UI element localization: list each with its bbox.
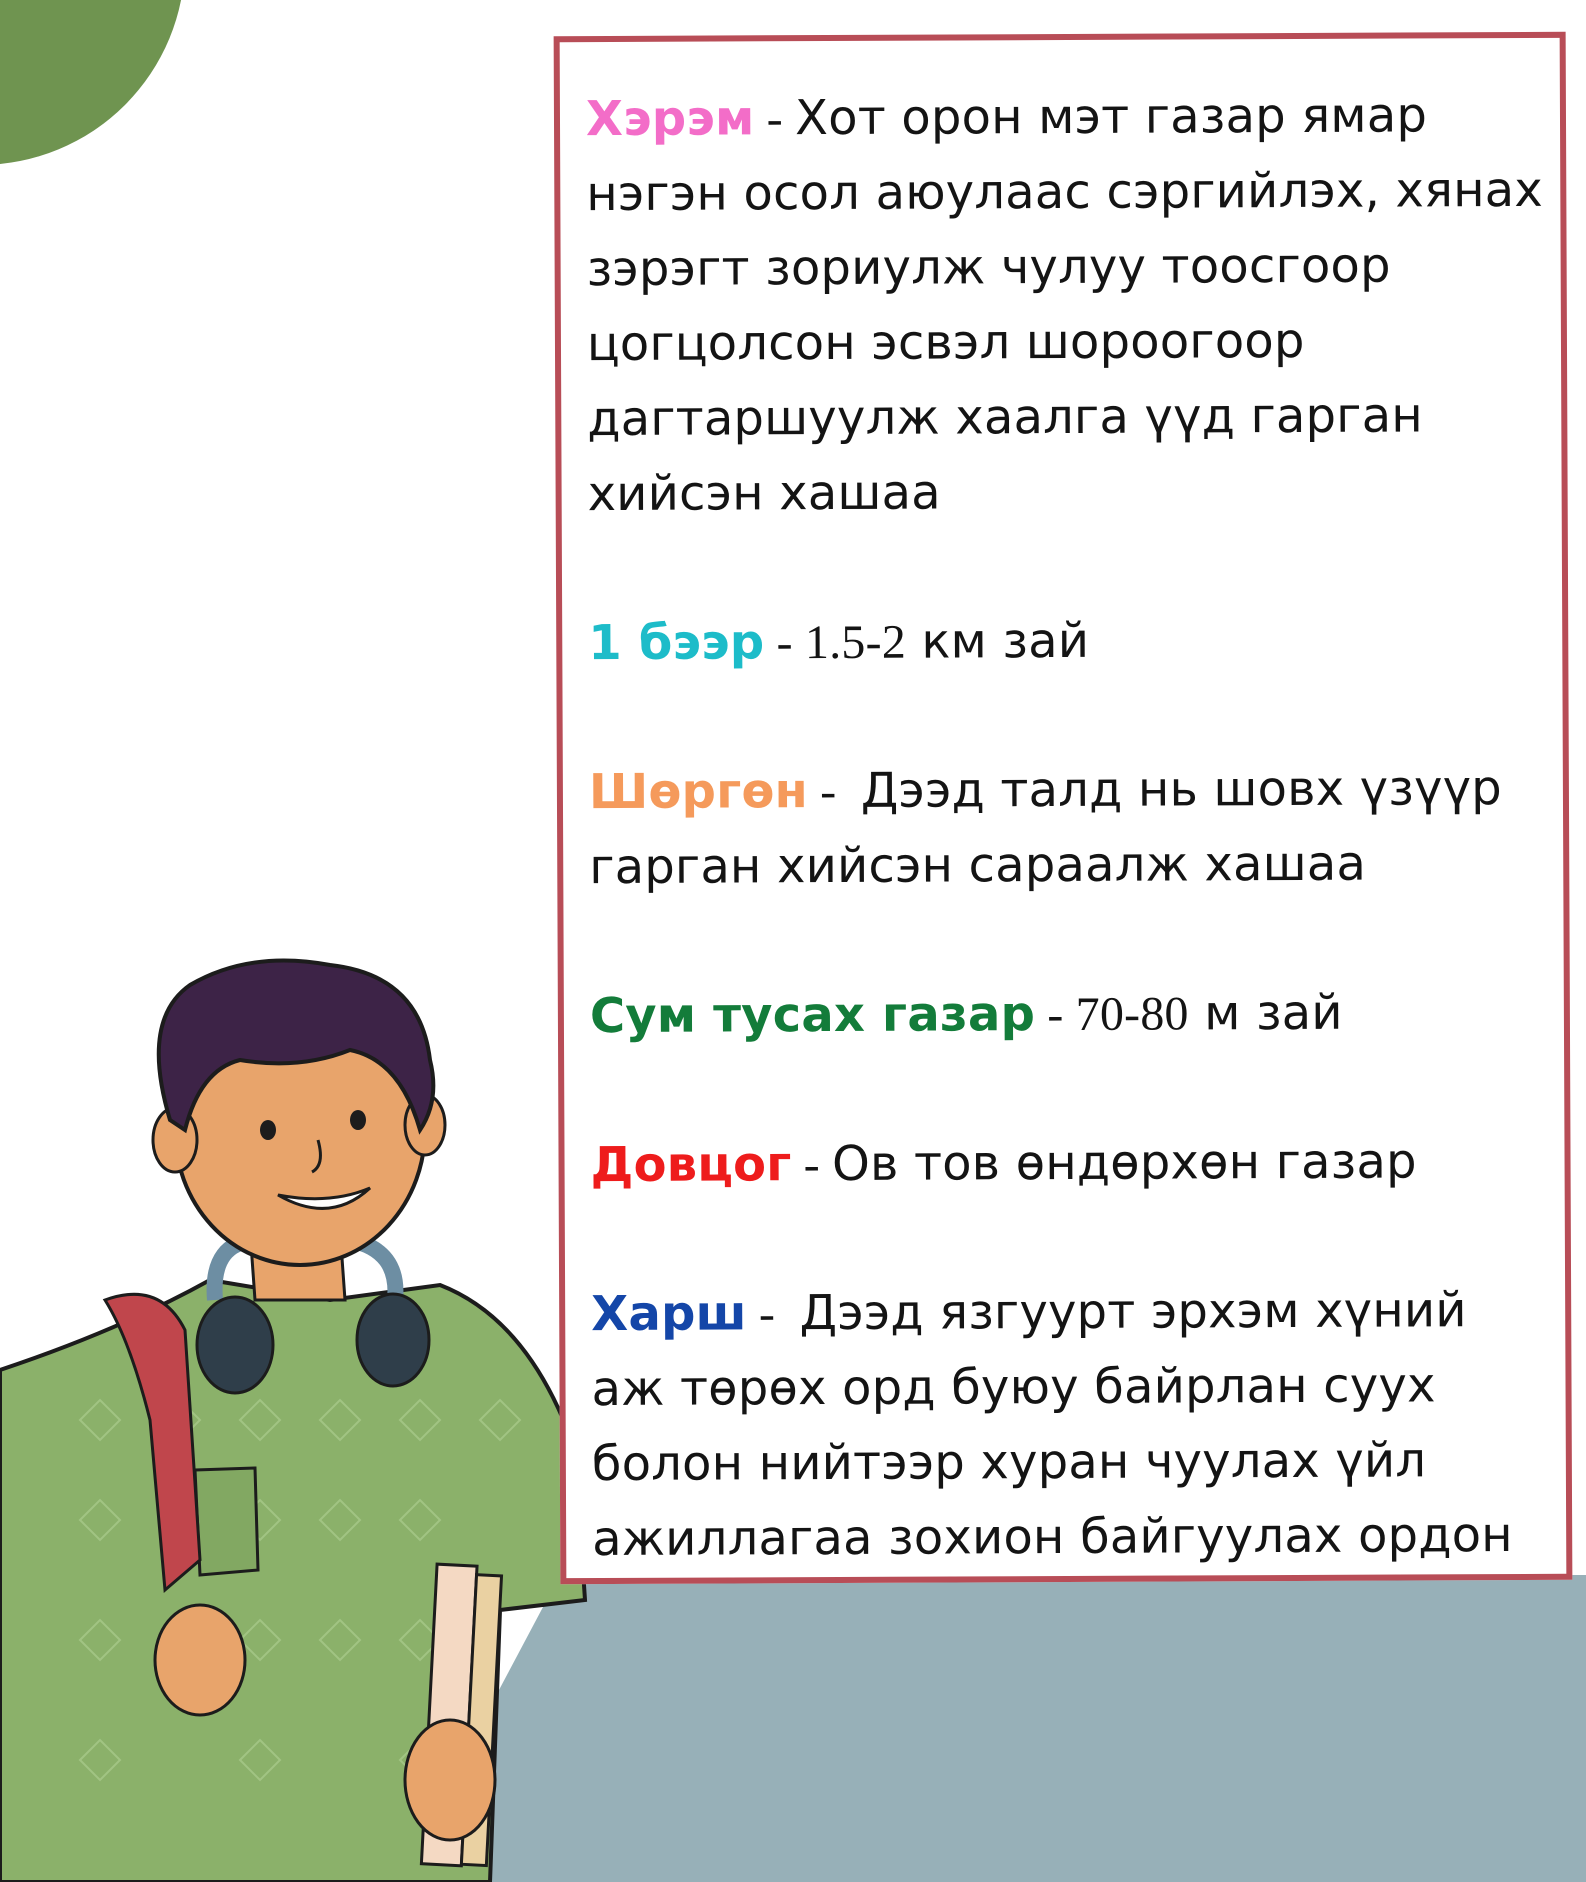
definition-text: Хот орон мэт газар ямар нэгэн осол аюулаас сэргийлэх, хянах зэрэгт зориулж чулуу тоосгоор цогцолсон эсвэл шороогоор дагтаршуулж хаалга үүд гарган хийсэн хашаа — [586, 87, 1544, 523]
definition-text: км зай — [905, 612, 1090, 670]
term-separator: - — [764, 616, 806, 670]
green-circle-decoration — [0, 0, 185, 165]
definition-text: Ов тов өндөрхөн газар — [831, 1133, 1417, 1193]
term-separator: - — [807, 764, 861, 819]
definition-entry-kharsh — [591, 1273, 1552, 1577]
definitions-card — [554, 32, 1573, 1584]
term-label: Довцог — [590, 1136, 792, 1194]
definitions-list — [586, 78, 1553, 1651]
term-separator: - — [1034, 987, 1076, 1042]
definition-number: 70-80 — [1075, 987, 1189, 1041]
term-label: Харш — [591, 1285, 747, 1343]
term-separator: - — [746, 1287, 800, 1341]
definition-entry-shorgon — [589, 751, 1550, 905]
definition-entry-sum-tusakh-gazar — [590, 975, 1550, 1054]
definition-entry-dovtsog — [590, 1124, 1550, 1203]
term-label: Сум тусах газар — [589, 986, 1036, 1045]
definition-entry-kherem — [586, 78, 1548, 532]
term-separator: - — [791, 1138, 833, 1192]
definition-entry-beer — [588, 602, 1548, 681]
term-label: Хэрэм — [585, 90, 755, 148]
term-label: Шөргөн — [588, 763, 809, 821]
definition-text: м зай — [1188, 984, 1343, 1042]
term-separator: - — [754, 92, 796, 146]
definition-number: 1.5-2 — [804, 615, 907, 670]
definition-text: Дээд талд нь шовх үзүүр гарган хийсэн сараалж хашаа — [589, 760, 1503, 896]
definition-text: Дээд язгуурт эрхэм хүний аж төрөх орд буюу байрлан суух болон нийтээр хуран чуулах үйл ажиллагаа зохион байгуулах ордон — [591, 1282, 1513, 1568]
term-label: 1 бээр — [588, 614, 765, 672]
